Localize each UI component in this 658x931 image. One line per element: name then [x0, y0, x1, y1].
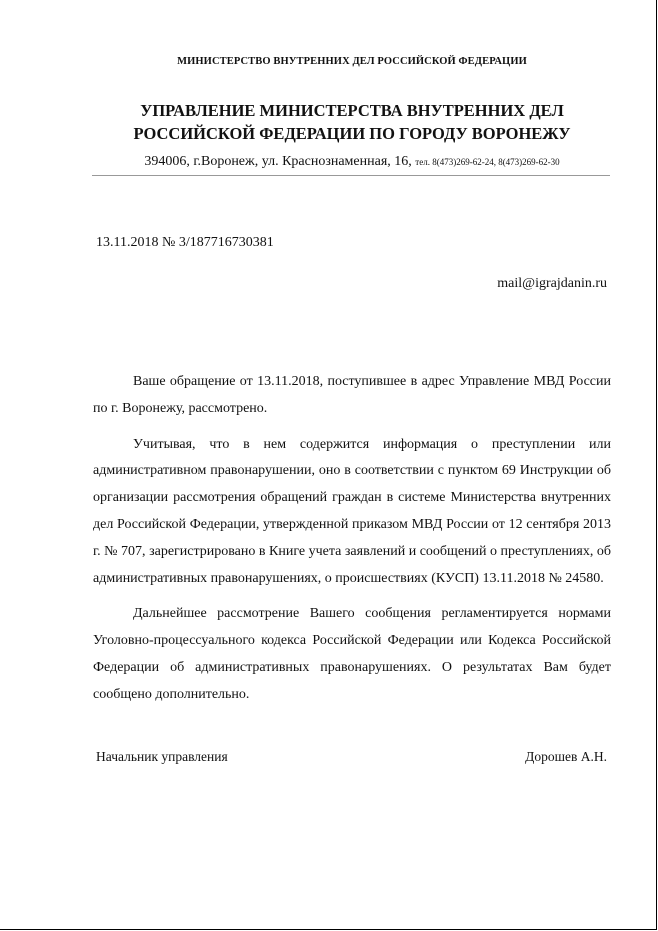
ministry-heading: МИНИСТЕРСТВО ВНУТРЕННИХ ДЕЛ РОССИЙСКОЙ ФЕДЕРАЦИИ [177, 56, 527, 67]
registration-number: 13.11.2018 № 3/187716730381 [96, 235, 274, 250]
header-divider [92, 175, 610, 176]
phone-numbers: тел. 8(473)269-62-24, 8(473)269-62-30 [415, 157, 560, 167]
body-paragraph-3: Дальнейшее рассмотрение Вашего сообщения регламентируется нормами Уголовно-процессуального кодекса Российской Федерации или Кодекса Российской Федерации об административных правонарушениях. О результатах Вам будет сообщено дополнительно. [93, 606, 611, 702]
body-paragraph-2: Учитывая, что в нем содержится информация о преступлении или административном правонарушении, оно в соответствии с пунктом 69 Инструкции об организации рассмотрения обращений граждан в системе Министерства внутренних дел Российской Федерации, утвержденной приказом МВД России от 12 сентября 2013 г. № 707, зарегистрировано в Книге учета заявлений и сообщений о преступлениях, об административных правонарушениях, о происшествиях (КУСП) 13.11.2018 № 24580. [93, 436, 611, 586]
address-line [0, 154, 658, 170]
signatory-title: Начальник управления [96, 749, 228, 764]
recipient-email: mail@igrajdanin.ru [497, 276, 607, 291]
signatory-name: Дорошев А.Н. [525, 749, 607, 764]
letter-body [93, 369, 611, 718]
department-heading-line-1: УПРАВЛЕНИЕ МИНИСТЕРСТВА ВНУТРЕННИХ ДЕЛ [140, 101, 564, 120]
street-address: 394006, г.Воронеж, ул. Краснознаменная, 16, [144, 154, 412, 169]
body-paragraph-1: Ваше обращение от 13.11.2018, поступившее в адрес Управление МВД России по г. Воронежу, рассмотрено. [93, 374, 611, 416]
department-heading-line-2: РОССИЙСКОЙ ФЕДЕРАЦИИ ПО ГОРОДУ ВОРОНЕЖУ [133, 124, 571, 143]
department-heading [0, 99, 658, 145]
